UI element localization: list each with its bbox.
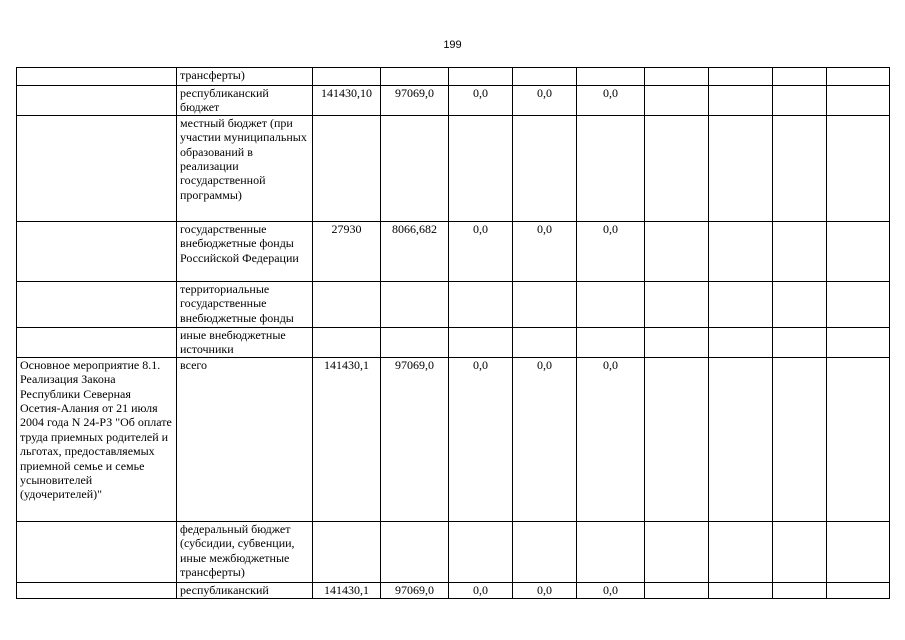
source-cell: трансферты): [177, 68, 313, 86]
value-cell: [773, 221, 827, 281]
value-cell: 141430,10: [313, 86, 381, 116]
value-cell: 0,0: [449, 582, 513, 598]
value-cell: 8066,682: [381, 221, 449, 281]
value-cell: [773, 115, 827, 221]
value-cell: [827, 357, 890, 521]
value-cell: [709, 327, 773, 357]
value-cell: [645, 281, 709, 327]
value-cell: [827, 327, 890, 357]
budget-table: [16, 67, 890, 599]
value-cell: [381, 521, 449, 582]
value-cell: [773, 357, 827, 521]
value-cell: [709, 68, 773, 86]
value-cell: [449, 115, 513, 221]
value-cell: 0,0: [513, 86, 577, 116]
table-row: [17, 327, 890, 357]
value-cell: [645, 115, 709, 221]
table-row: [17, 115, 890, 221]
value-cell: 0,0: [449, 86, 513, 116]
value-cell: [827, 221, 890, 281]
value-cell: [709, 521, 773, 582]
value-cell: [313, 281, 381, 327]
value-cell: 0,0: [513, 357, 577, 521]
value-cell: 97069,0: [381, 357, 449, 521]
table-row: [17, 281, 890, 327]
value-cell: [449, 281, 513, 327]
event-cell: [17, 327, 177, 357]
table-body: [17, 68, 890, 599]
value-cell: [313, 521, 381, 582]
value-cell: 27930: [313, 221, 381, 281]
source-cell: всего: [177, 357, 313, 521]
value-cell: [645, 68, 709, 86]
event-cell: [17, 221, 177, 281]
value-cell: [709, 281, 773, 327]
value-cell: [645, 357, 709, 521]
event-cell: [17, 582, 177, 598]
value-cell: [773, 582, 827, 598]
value-cell: [577, 327, 645, 357]
value-cell: [513, 521, 577, 582]
value-cell: [513, 68, 577, 86]
source-cell: республиканский: [177, 582, 313, 598]
value-cell: [381, 115, 449, 221]
event-cell: [17, 281, 177, 327]
value-cell: [313, 115, 381, 221]
value-cell: 0,0: [513, 582, 577, 598]
value-cell: [645, 221, 709, 281]
value-cell: [381, 68, 449, 86]
value-cell: [827, 281, 890, 327]
value-cell: [709, 86, 773, 116]
value-cell: [773, 521, 827, 582]
value-cell: 0,0: [513, 221, 577, 281]
value-cell: [773, 68, 827, 86]
value-cell: 0,0: [449, 357, 513, 521]
value-cell: [449, 68, 513, 86]
table-row: [17, 221, 890, 281]
value-cell: [449, 327, 513, 357]
value-cell: [645, 582, 709, 598]
value-cell: [709, 582, 773, 598]
source-cell: федеральный бюджет (субсидии, субвенции, иные межбюджетные трансферты): [177, 521, 313, 582]
value-cell: 0,0: [449, 221, 513, 281]
value-cell: 0,0: [577, 221, 645, 281]
source-cell: территориальные государственные внебюджетные фонды: [177, 281, 313, 327]
value-cell: [773, 327, 827, 357]
source-cell: иные внебюджетные источники: [177, 327, 313, 357]
event-cell: [17, 68, 177, 86]
table-row: [17, 582, 890, 598]
value-cell: 0,0: [577, 582, 645, 598]
value-cell: [773, 86, 827, 116]
value-cell: [513, 115, 577, 221]
value-cell: [449, 521, 513, 582]
value-cell: [773, 281, 827, 327]
value-cell: 97069,0: [381, 582, 449, 598]
source-cell: государственные внебюджетные фонды Российской Федерации: [177, 221, 313, 281]
table-row: [17, 86, 890, 116]
value-cell: 0,0: [577, 86, 645, 116]
value-cell: [709, 221, 773, 281]
event-cell: [17, 86, 177, 116]
table-row: [17, 68, 890, 86]
value-cell: [513, 281, 577, 327]
value-cell: [381, 327, 449, 357]
value-cell: [709, 115, 773, 221]
page-number: 199: [443, 39, 462, 51]
value-cell: [645, 521, 709, 582]
value-cell: [381, 281, 449, 327]
value-cell: 97069,0: [381, 86, 449, 116]
event-cell: [17, 115, 177, 221]
value-cell: [827, 86, 890, 116]
value-cell: [513, 327, 577, 357]
value-cell: [313, 68, 381, 86]
value-cell: 0,0: [577, 357, 645, 521]
value-cell: [577, 521, 645, 582]
event-cell: Основное мероприятие 8.1. Реализация Закона Республики Северная Осетия-Алания от 21 июля 2004 года N 24-РЗ "Об оплате труда приемных родителей и льготах, предоставляемых приемной семье и семье усыновителей (удочерителей)": [17, 357, 177, 521]
value-cell: 141430,1: [313, 357, 381, 521]
value-cell: [827, 582, 890, 598]
value-cell: 141430,1: [313, 582, 381, 598]
table-row: [17, 357, 890, 521]
value-cell: [827, 68, 890, 86]
value-cell: [313, 327, 381, 357]
source-cell: местный бюджет (при участии муниципальных образований в реализации государственной программы): [177, 115, 313, 221]
source-cell: республиканский бюджет: [177, 86, 313, 116]
value-cell: [577, 115, 645, 221]
event-cell: [17, 521, 177, 582]
value-cell: [827, 115, 890, 221]
value-cell: [645, 86, 709, 116]
value-cell: [577, 68, 645, 86]
value-cell: [645, 327, 709, 357]
table-row: [17, 521, 890, 582]
value-cell: [577, 281, 645, 327]
value-cell: [709, 357, 773, 521]
value-cell: [827, 521, 890, 582]
